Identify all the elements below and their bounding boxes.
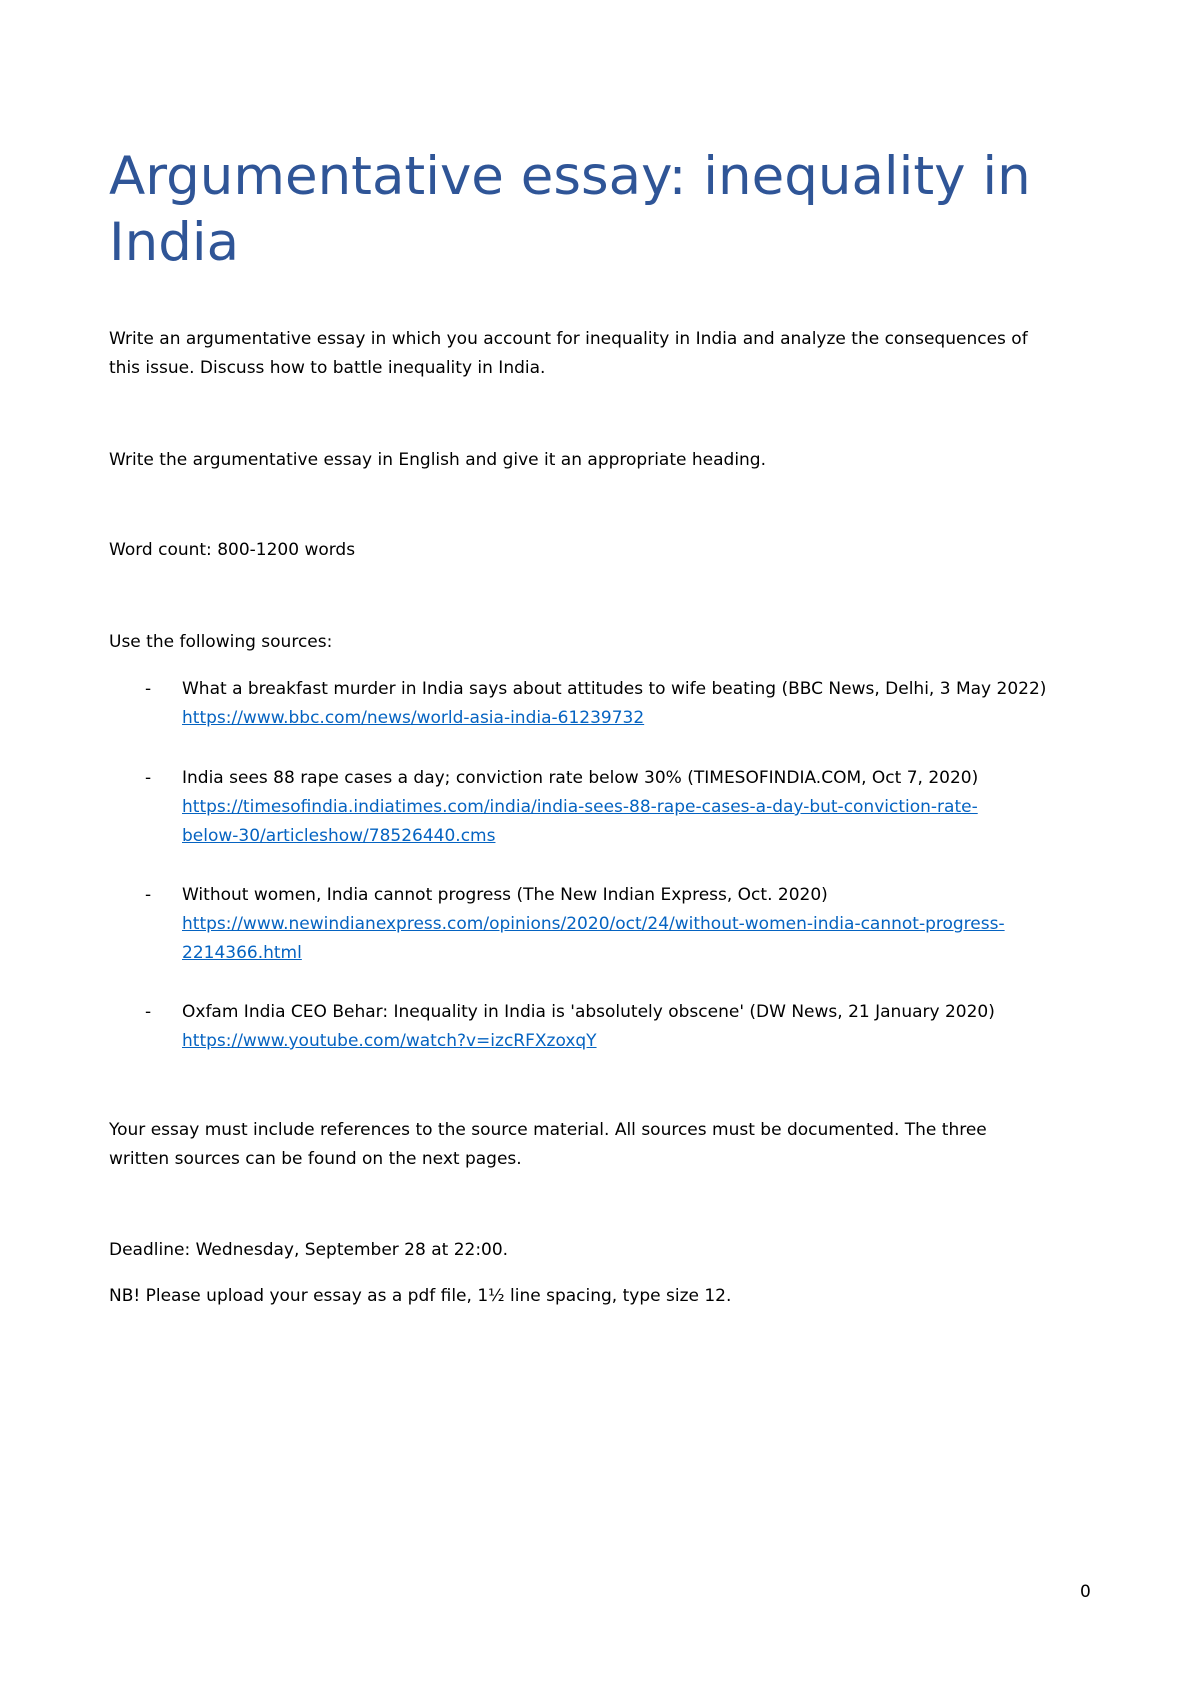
instructions-line-1: Write an argumentative essay in which you account for inequality in India and analyze the consequences of [109,329,1028,349]
word-count [109,536,1099,565]
list-bullet: - [145,885,152,905]
source-body [182,675,1046,733]
page-number: 0 [1080,1582,1091,1602]
source-body [182,881,1005,968]
upload-note-line: NB! Please upload your essay as a pdf file, 1½ line spacing, type size 12. [109,1286,732,1306]
instructions-line-2: this issue. Discuss how to battle inequality in India. [109,358,546,378]
source-title: Without women, India cannot progress (The New Indian Express, Oct. 2020) [182,885,828,905]
word-count-line: Word count: 800-1200 words [109,540,356,560]
source-body [182,764,978,851]
source-link[interactable]: https://www.bbc.com/news/world-asia-india-61239732 [182,708,645,728]
references-line-1: Your essay must include references to the source material. All sources must be documented. The three [109,1120,987,1140]
source-link-line-1[interactable]: https://timesofindia.indiatimes.com/india/india-sees-88-rape-cases-a-day-but-conviction-rate- [182,797,978,817]
references-paragraph [109,1116,1099,1174]
list-bullet: - [145,1002,152,1022]
upload-note [109,1282,1099,1311]
source-body [182,998,995,1056]
source-link-line-1[interactable]: https://www.newindianexpress.com/opinions/2020/oct/24/without-women-india-cannot-progress- [182,914,1005,934]
language-instruction [109,446,1099,475]
deadline-line: Deadline: Wednesday, September 28 at 22:00. [109,1240,509,1260]
deadline [109,1236,1099,1265]
list-bullet: - [145,679,152,699]
source-title: What a breakfast murder in India says about attitudes to wife beating (BBC News, Delhi, 3 May 2022) [182,679,1047,699]
source-link-line-2[interactable]: below-30/articleshow/78526440.cms [182,826,496,846]
source-title: Oxfam India CEO Behar: Inequality in India is 'absolutely obscene' (DW News, 21 January 2020) [182,1002,995,1022]
sources-intro [109,628,1099,657]
list-bullet: - [145,768,152,788]
source-title: India sees 88 rape cases a day; conviction rate below 30% (TIMESOFINDIA.COM, Oct 7, 2020) [182,768,979,788]
language-instruction-line: Write the argumentative essay in English and give it an appropriate heading. [109,450,767,470]
document-title: Argumentative essay: inequality in India [109,146,1031,273]
references-line-2: written sources can be found on the next pages. [109,1149,522,1169]
source-link[interactable]: https://www.youtube.com/watch?v=izcRFXzoxqY [182,1031,597,1051]
instructions-paragraph [109,325,1099,383]
sources-intro-line: Use the following sources: [109,632,333,652]
source-link-line-2[interactable]: 2214366.html [182,943,302,963]
